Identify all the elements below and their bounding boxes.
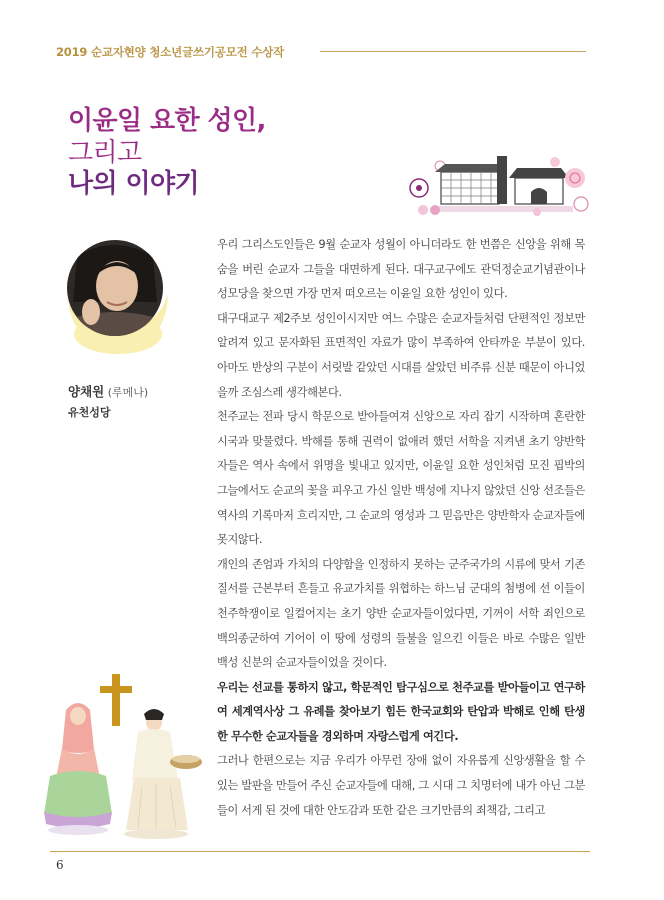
header-text: 2019 순교자현양 청소년글쓰기공모전 수상작 [56, 45, 285, 59]
body-paragraph: 그러나 한편으로는 지금 우리가 아무런 장애 없이 자유롭게 신앙생활을 할 수 있는 발판을 만들어 주신 순교자들에 대해, 그 시대 그 치명터에 내가 아닌 그분들이 서게 된 것에 대한 안도감과 또한 같은 크기만큼의 죄책감, 그리고 [217, 754, 585, 817]
emphasis-paragraph: 우리는 선교를 통하지 않고, 학문적인 탐구심으로 천주교를 받아들이고 연구하여 세계역사상 그 유례를 찾아보기 힘든 한국교회와 탄압과 박해로 인해 탄생한 무수한 순교자들을 경외하며 자랑스럽게 여긴다. [217, 680, 585, 743]
footer-rule [50, 851, 590, 852]
header-rule [320, 51, 586, 52]
author-baptismal-name: (루메나) [107, 386, 149, 399]
cross-icon [100, 674, 132, 726]
title-line-1: 이윤일 요한 성인, [68, 106, 266, 136]
author-portrait [64, 238, 174, 363]
title-line-2: 그리고 [68, 137, 142, 168]
body-paragraph: 우리 그리스도인들은 9월 순교자 성월이 아니더라도 한 번쯤은 신앙을 위해 목숨을 버린 순교자 그들을 대면하게 된다. 대구교구에도 관덕정순교기념관이나 성모당을 찾으면 가장 먼저 떠오르는 이윤일 요한 성인이 있다. [217, 238, 585, 301]
article-body [217, 233, 585, 823]
page-number: 6 [56, 858, 64, 872]
body-paragraph: 천주교는 전파 당시 학문으로 받아들여져 신앙으로 자리 잡기 시작하며 혼란한 시국과 맞물렸다. 박해를 통해 권력이 없애려 했던 서학을 지켜낸 초기 양반학자들은 역사 속에서 위명을 빛내고 있지만, 이윤일 요한 성인처럼 모진 핍박의 그늘에서도 순교의 꽃을 피우고 가신 일반 백성에 지나지 않았던 신앙 선조들은 역사의 기록마저 흐리지만, 그 순교의 영성과 그 믿음만은 양반학자 순교자들에 못지않다. [217, 410, 585, 547]
avatar [67, 240, 163, 336]
body-paragraph: 개인의 존엄과 가치의 다양함을 인정하지 못하는 군주국가의 시류에 맞서 기존 질서를 근본부터 흔들고 유교가치를 위협하는 하느님 군대의 첨병에 선 이들이 천주학쟁이로 일컬어지는 초기 양반 순교자들이었다면, 기꺼이 서학 죄인으로 백의종군하여 기어이 이 땅에 성령의 들불을 일으킨 이들은 바로 수많은 일반 백성 신분의 순교자들이었을 것이다. [217, 557, 585, 670]
author-info [68, 382, 148, 420]
author-church: 유천성당 [68, 406, 111, 419]
gwandeokjeong-landmark-illustration [405, 150, 595, 222]
korean-martyrs-illustration [38, 670, 208, 845]
body-paragraph: 대구대교구 제2주보 성인이시지만 여느 수많은 순교자들처럼 단편적인 정보만 알려져 있고 문자화된 표면적인 자료가 많이 부족하여 안타까운 부분이 있다. 아마도 반상의 구분이 서릿발 같았던 시대를 살았던 비주류 신분 때문이 아니었을까 조심스레 생각해본다. [217, 311, 585, 399]
author-name: 양채원 [68, 384, 105, 399]
article-title [68, 106, 266, 201]
title-line-3: 나의 이야기 [68, 169, 200, 200]
